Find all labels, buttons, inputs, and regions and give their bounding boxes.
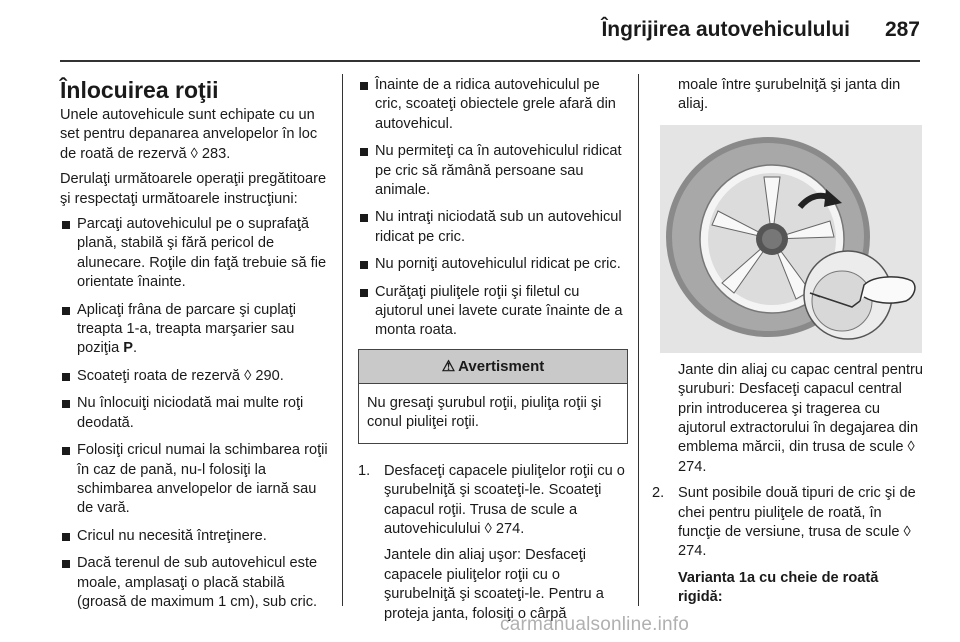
figure-caption: Jante din aliaj cu capac central pentru şuruburi: Desfaceţi capacul central prin introducerea şi tragerea cu ajutorul extractorului în degajarea din emblema mărcii, din trusa de scule ◊ 274. xyxy=(678,361,924,475)
wheel-illustration xyxy=(660,125,922,353)
step-1: 1. Desfaceţi capacele piuliţelor roţii cu o şurubelniţă şi scoateţi-le. Scoateţi capacul roţii. Trusa de scule a autovehiculului ◊ 274. xyxy=(358,462,625,537)
header-divider xyxy=(60,60,920,62)
warning-triangle-icon: ⚠ xyxy=(441,357,456,375)
warning-box xyxy=(358,349,628,444)
page-header xyxy=(0,18,960,48)
intro-paragraph: Unele autovehicule sunt echipate cu un set pentru depanarea anvelopelor în loc de roată de rezervă ◊ 283. xyxy=(60,107,318,162)
column-2 xyxy=(358,76,628,631)
step-number: 1. xyxy=(358,462,371,479)
list-item: Nu înlocuiţi niciodată mai multe roţi deodată. xyxy=(60,394,330,433)
list-item: Parcaţi autovehiculul pe o suprafaţă plană, stabilă şi fără pericol de alunecare. Roţile din faţă trebuie să fie orientate înainte. xyxy=(60,215,330,293)
watermark: carmanualsonline.info xyxy=(500,614,690,635)
warning-title: Avertisment xyxy=(458,357,545,375)
column-3 xyxy=(652,76,924,615)
alloy-wheel-diagram xyxy=(660,125,922,353)
page-number: 287 xyxy=(884,18,920,41)
column-divider-1 xyxy=(342,74,343,606)
list-item: Nu porniţi autovehiculul ridicat pe cric. xyxy=(358,255,628,274)
warning-text: Nu gresaţi şurubul roţii, piuliţa roţii şi conul piuliţei roţii. xyxy=(367,394,602,431)
list-item: Aplicaţi frâna de parcare şi cuplaţi treapta 1-a, treapta marşarier sau poziţia P. xyxy=(60,301,330,359)
list-item: Înainte de a ridica autovehiculul pe cric, scoateţi obiectele grele afară din autovehicul. xyxy=(358,76,628,134)
step-number: 2. xyxy=(652,485,665,502)
variant-heading: Varianta 1a cu cheie de roată rigidă: xyxy=(678,569,879,606)
section-title: Îngrijirea autovehiculului xyxy=(601,18,850,41)
heading-wheel-change: Înlocuirea roţii xyxy=(60,77,219,103)
step-1-continuation: moale între şurubelniţă şi janta din aliaj. xyxy=(678,77,901,113)
step-2: 2. Sunt posibile două tipuri de cric şi de chei pentru piuliţele de roată, în funcţie de versiune, trusa de scule ◊ 274. xyxy=(652,485,916,560)
list-item: Nu intraţi niciodată sub un autovehicul ridicat pe cric. xyxy=(358,208,628,247)
step-1-alloy-paragraph: Jantele din aliaj uşor: Desfaceţi capacele piuliţelor roţii cu o şurubelniţă şi scoateţi-le. Pentru a proteja janta, folosiţi o cârpă xyxy=(384,547,604,622)
column-1 xyxy=(60,76,330,620)
list-item: Dacă terenul de sub autovehicul este moale, amplasaţi o placă stabilă (groasă de maximum 1 cm), sub cric. xyxy=(60,554,330,612)
column-divider-2 xyxy=(638,74,639,606)
list-item: Scoateţi roata de rezervă ◊ 290. xyxy=(60,367,330,386)
list-item: Folosiţi cricul numai la schimbarea roţii în caz de pană, nu-l folosiţi la schimbarea anvelopelor de iarnă sau de vară. xyxy=(60,441,330,519)
list-item: Curăţaţi piuliţele roţii şi filetul cu ajutorul unei lavete curate înainte de a monta roata. xyxy=(358,283,628,341)
list-item: Nu permiteţi ca în autovehiculul ridicat pe cric să rămână persoane sau animale. xyxy=(358,142,628,200)
gear-p-label: P xyxy=(123,340,133,357)
warning-header xyxy=(359,350,627,384)
instructions-paragraph: Derulaţi următoarele operaţii pregătitoare şi respectaţi următoarele instrucţiuni: xyxy=(60,171,327,207)
list-item: Cricul nu necesită întreţinere. xyxy=(60,527,330,546)
